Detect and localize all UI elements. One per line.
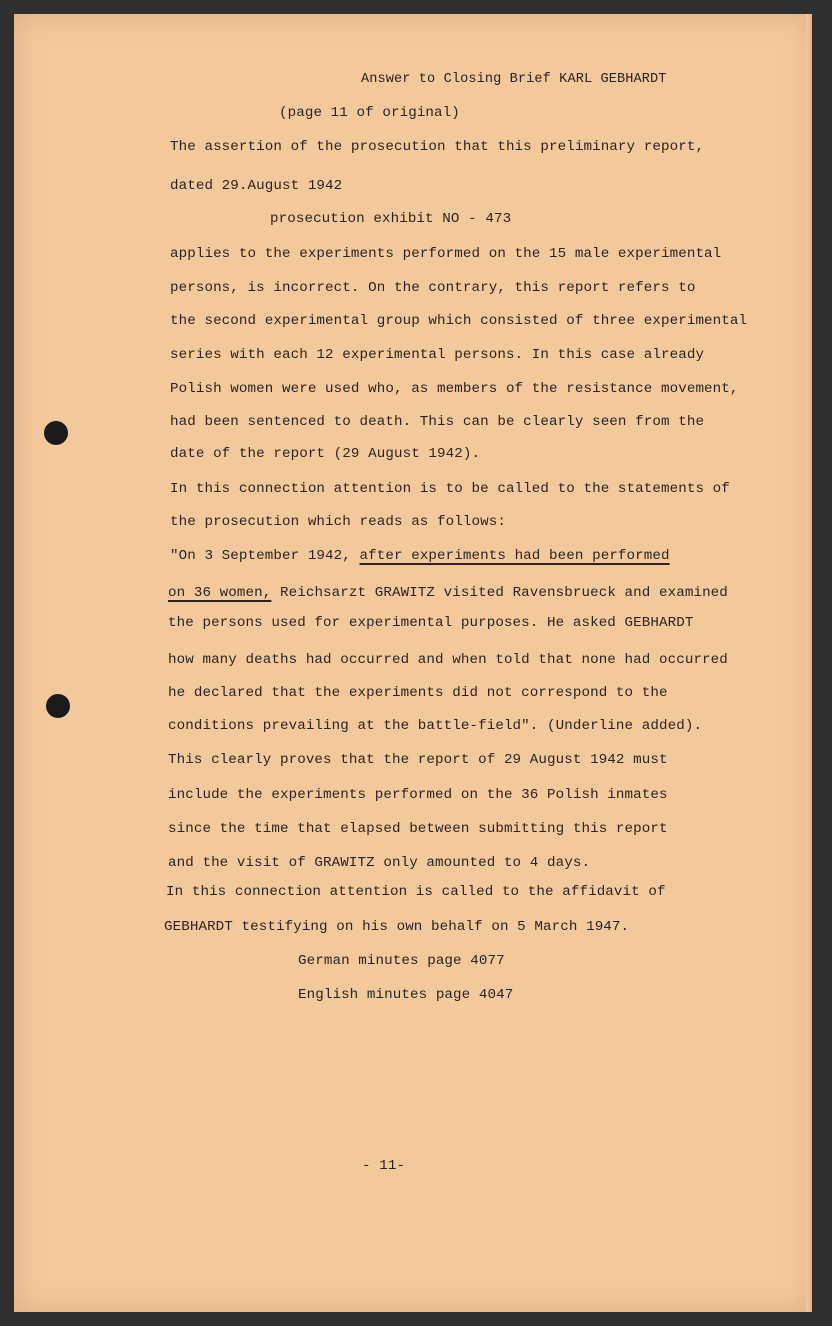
exhibit-reference: prosecution exhibit NO - 473: [270, 211, 512, 227]
text-line: the prosecution which reads as follows:: [170, 514, 506, 530]
text-line: The assertion of the prosecution that this preliminary report,: [170, 139, 705, 155]
text-line: conditions prevailing at the battle-field". (Underline added).: [168, 718, 703, 734]
text-line: the second experimental group which consisted of three experimental: [170, 313, 748, 329]
text-line: This clearly proves that the report of 29 August 1942 must: [168, 752, 668, 768]
english-minutes-ref: English minutes page 4047: [298, 987, 514, 1003]
text-line: dated 29.August 1942: [170, 178, 343, 194]
quote-line: [168, 584, 728, 602]
text-line: persons, is incorrect. On the contrary, this report refers to: [170, 280, 696, 296]
text-line: he declared that the experiments did not correspond to the: [168, 685, 668, 701]
text-line: include the experiments performed on the 36 Polish inmates: [168, 787, 668, 803]
header-page-ref: (page 11 of original): [279, 105, 460, 121]
text-line: and the visit of GRAWITZ only amounted to 4 days.: [168, 855, 591, 871]
text-line: date of the report (29 August 1942).: [170, 446, 481, 462]
text-line: In this connection attention is to be called to the statements of: [170, 481, 730, 497]
text-line: applies to the experiments performed on the 15 male experimental: [170, 246, 722, 262]
text-line: GEBHARDT testifying on his own behalf on 5 March 1947.: [164, 919, 630, 935]
text-line: since the time that elapsed between submitting this report: [168, 821, 668, 837]
text-line: series with each 12 experimental persons. In this case already: [170, 347, 705, 363]
german-minutes-ref: German minutes page 4077: [298, 953, 505, 969]
punch-hole-bottom: [46, 694, 70, 718]
quote-line-start: "On 3 September 1942,: [170, 548, 360, 564]
punch-hole-top: [44, 421, 68, 445]
text-line: how many deaths had occurred and when told that none had occurred: [168, 652, 728, 668]
quote-line: [170, 547, 670, 565]
text-line: had been sentenced to death. This can be clearly seen from the: [170, 414, 705, 430]
underlined-text: after experiments had been performed: [359, 548, 670, 564]
text-line: Polish women were used who, as members of the resistance movement,: [170, 381, 739, 397]
quote-line-rest: Reichsarzt GRAWITZ visited Ravensbrueck and examined: [271, 585, 728, 601]
underlined-text: on 36 women,: [168, 585, 272, 601]
page-number: - 11-: [362, 1158, 406, 1174]
paper-edge: [806, 14, 812, 1312]
text-line: the persons used for experimental purposes. He asked GEBHARDT: [168, 615, 694, 631]
text-line: In this connection attention is called to the affidavit of: [166, 884, 666, 900]
header-title: Answer to Closing Brief KARL GEBHARDT: [361, 72, 667, 87]
